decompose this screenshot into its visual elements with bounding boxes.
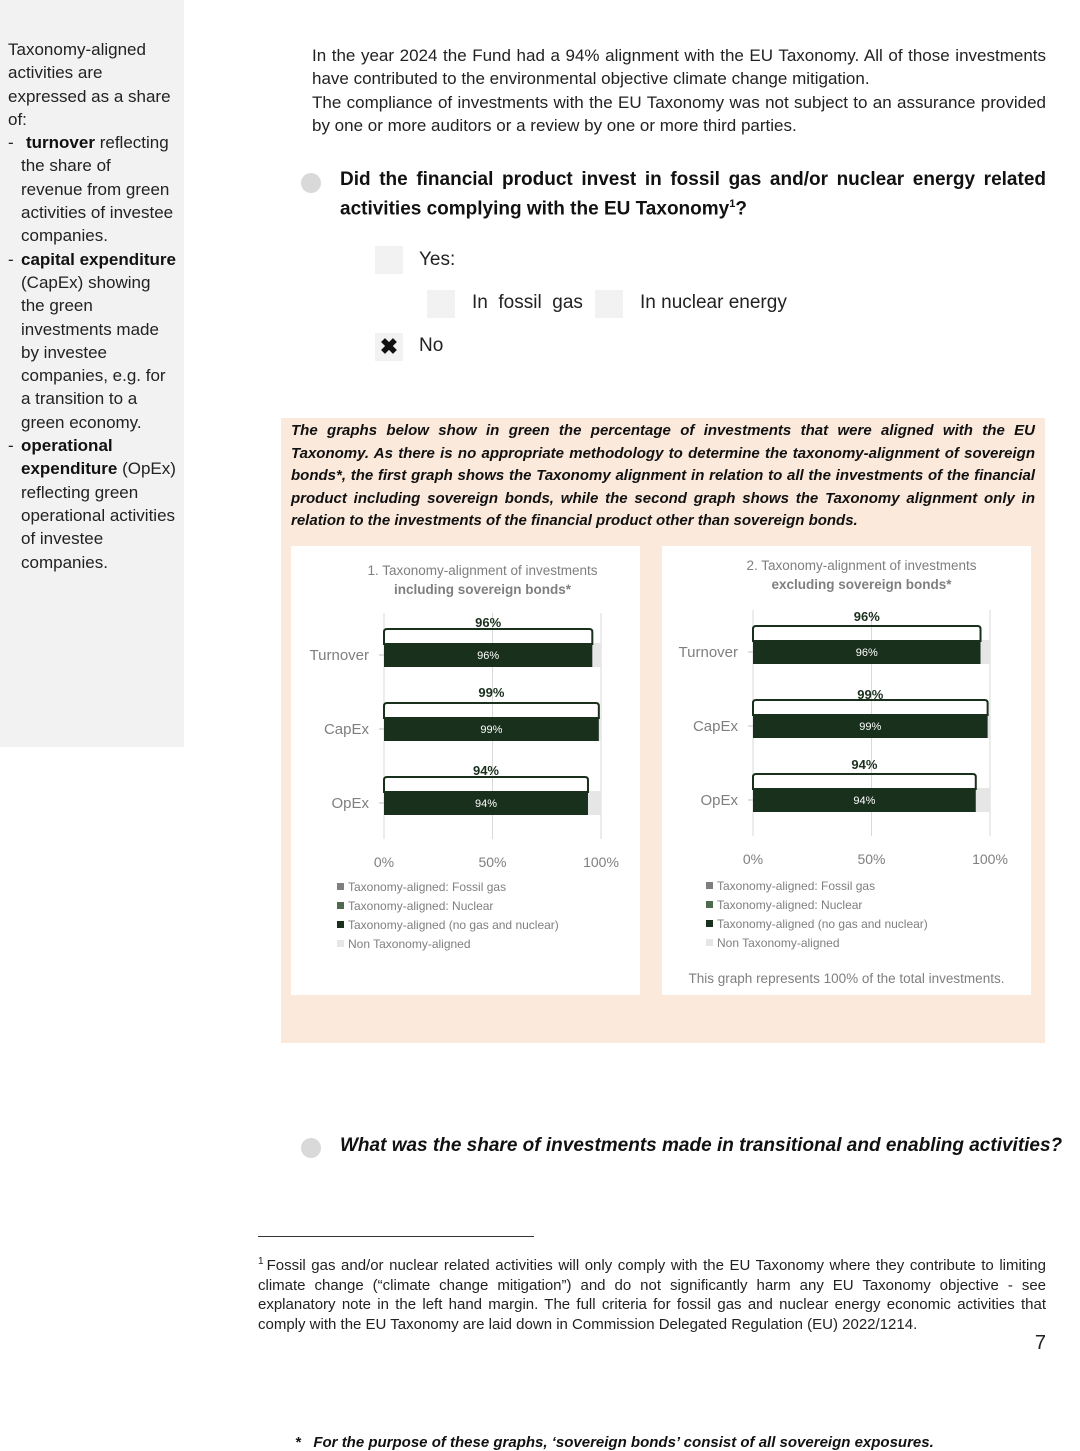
checkbox-no[interactable] — [375, 333, 403, 361]
x-tick-label: 50% — [857, 851, 886, 867]
bar-non-aligned — [592, 643, 601, 667]
option-yes-label: Yes: — [419, 249, 456, 270]
option-nuclear-label: In nuclear energy — [640, 292, 787, 313]
margin-note — [0, 0, 184, 747]
category-label: Turnover — [309, 647, 369, 664]
legend-label: Non Taxonomy-aligned — [348, 937, 471, 951]
callout-bracket — [753, 626, 981, 642]
x-tick-label: 0% — [373, 854, 395, 870]
bullet-icon — [301, 1138, 321, 1158]
chart-subtitle: excluding sovereign bonds* — [771, 577, 952, 592]
category-label: CapEx — [323, 721, 369, 738]
footnote-separator — [258, 1236, 534, 1237]
term-opex-desc: (OpEx) reflecting green operational activities of investee companies. — [21, 459, 176, 572]
chart-including-sovereign-bonds — [291, 546, 640, 995]
category-label: CapEx — [692, 718, 738, 735]
x-tick-label: 50% — [478, 854, 507, 870]
legend-swatch — [706, 920, 713, 927]
callout-label: 96% — [853, 609, 880, 624]
callout-label: 99% — [478, 685, 505, 700]
term-capex: capital expenditure — [21, 249, 176, 269]
chart-svg — [662, 546, 1031, 995]
callout-label: 99% — [857, 687, 884, 702]
legend-swatch — [337, 940, 344, 947]
option-no-label: No — [419, 335, 444, 356]
category-label: Turnover — [678, 644, 738, 661]
callout-label: 96% — [475, 615, 502, 630]
callout-bracket — [753, 700, 988, 716]
bullet-icon — [301, 173, 321, 193]
checkbox-yes[interactable] — [375, 246, 403, 274]
chart-note: This graph represents 100% of the total investments. — [688, 971, 1005, 986]
legend-label: Taxonomy-aligned (no gas and nuclear) — [348, 918, 559, 932]
term-turnover: turnover — [26, 133, 95, 153]
checkbox-fossil-gas[interactable] — [427, 290, 455, 318]
legend-swatch — [337, 921, 344, 928]
legend-swatch — [337, 883, 344, 890]
bar-data-label: 94% — [474, 798, 498, 810]
term-opex: operational expenditure — [21, 436, 118, 479]
question-transitional-enabling: What was the share of investments made in transitional and enabling activities? — [340, 1135, 1063, 1156]
bar-non-aligned — [599, 717, 601, 741]
page-number: 7 — [1034, 1332, 1046, 1354]
legend-label: Taxonomy-aligned: Fossil gas — [348, 880, 507, 894]
legend-swatch — [706, 901, 713, 908]
intro-text — [312, 44, 1046, 138]
chart-title: 1. Taxonomy-alignment of investments — [367, 563, 598, 578]
legend-label: Taxonomy-aligned (no gas and nuclear) — [717, 917, 928, 931]
bar-non-aligned — [588, 791, 601, 815]
callout-bracket — [384, 703, 599, 719]
bar-non-aligned — [976, 788, 990, 812]
chart-subtitle: including sovereign bonds* — [393, 582, 572, 597]
callout-bracket — [753, 774, 976, 790]
term-capex-desc: (CapEx) showing the green investments made by investee companies, e.g. for a transition to a green economy. — [21, 272, 166, 432]
graphs-explanation: The graphs below show in green the percentage of investments that were aligned with the EU Taxonomy. As there is no appropriate methodology to determine the taxonomy-alignment of sovereign bonds*, the first graph shows the Taxonomy alignment in relation to all the investments of the financial product including sovereign bonds, while the second graph shows the Taxonomy alignment only in relation to the investments of the financial product other than sovereign bonds. — [291, 422, 1035, 529]
term-turnover-desc: reflecting the share of revenue from green activities of investee companies. — [21, 133, 174, 246]
x-tick-label: 100% — [972, 851, 1008, 867]
category-label: OpEx — [700, 792, 738, 809]
margin-note-item-opex: - operational expenditure (OpEx) reflecting green operational activities of investee companies. — [8, 436, 176, 572]
sovereign-bonds-footnote: * For the purpose of these graphs, ‘sovereign bonds’ consist of all sovereign exposures. — [295, 1434, 934, 1451]
callout-bracket — [384, 629, 592, 645]
bar-data-label: 99% — [859, 721, 882, 733]
bar-data-label: 94% — [853, 795, 876, 807]
margin-note-item-turnover: - turnover reflecting the share of revenue from green activities of investee companies. — [8, 133, 174, 246]
legend-label: Non Taxonomy-aligned — [717, 936, 840, 950]
bar-data-label: 96% — [477, 650, 500, 662]
legend-swatch — [706, 882, 713, 889]
question-fossil-nuclear: Did the financial product invest in fossil gas and/or nuclear energy related activities complying with the EU Taxonomy$^1$? — [340, 169, 1046, 220]
option-fossil-gas-label: In fossil gas — [472, 292, 583, 313]
legend-label: Taxonomy-aligned: Fossil gas — [717, 879, 876, 893]
checkbox-nuclear[interactable] — [595, 290, 623, 318]
legend-label: Taxonomy-aligned: Nuclear — [348, 899, 494, 913]
margin-note-item-capex: - capital expenditure (CapEx) showing the green investments made by investee companies, e.g. for a transition to a green economy. — [8, 249, 176, 432]
chart-title: 2. Taxonomy-alignment of investments — [746, 558, 977, 573]
chart-svg — [291, 546, 640, 995]
chart-excluding-sovereign-bonds — [662, 546, 1031, 995]
margin-note-intro: Taxonomy-aligned activities are expressed as a share of: — [8, 40, 171, 129]
x-tick-label: 100% — [583, 854, 619, 870]
callout-bracket — [384, 777, 588, 793]
bar-non-aligned — [981, 640, 990, 664]
bar-data-label: 99% — [480, 724, 503, 736]
legend-label: Taxonomy-aligned: Nuclear — [717, 898, 863, 912]
footnote: $^1$ Fossil gas and/or nuclear related activities will only comply with the EU Taxonomy where they contribute to limiting climate change (“climate change mitigation”) and do not significantly harm any EU Taxonomy objective - see explanatory note in the left hand margin. The full criteria for fossil gas and nuclear energy economic activities that comply with the EU Taxonomy are laid down in Commission Delegated Regulation (EU) 2022/1214. — [258, 1256, 1046, 1333]
legend-swatch — [706, 939, 713, 946]
category-label: OpEx — [331, 795, 369, 812]
check-mark-icon: ✖ — [379, 334, 399, 359]
legend-swatch — [337, 902, 344, 909]
bar-non-aligned — [988, 714, 990, 738]
callout-label: 94% — [472, 763, 500, 778]
intro-paragraph-2: The compliance of investments with the EU Taxonomy was not subject to an assurance provided by one or more auditors or a review by one or more third parties. — [312, 92, 1046, 136]
bar-data-label: 96% — [855, 647, 878, 659]
x-tick-label: 0% — [742, 851, 764, 867]
callout-label: 94% — [851, 757, 878, 772]
intro-paragraph-1: In the year 2024 the Fund had a 94% alignment with the EU Taxonomy. All of those investments have contributed to the environmental objective climate change mitigation. — [312, 46, 1046, 89]
